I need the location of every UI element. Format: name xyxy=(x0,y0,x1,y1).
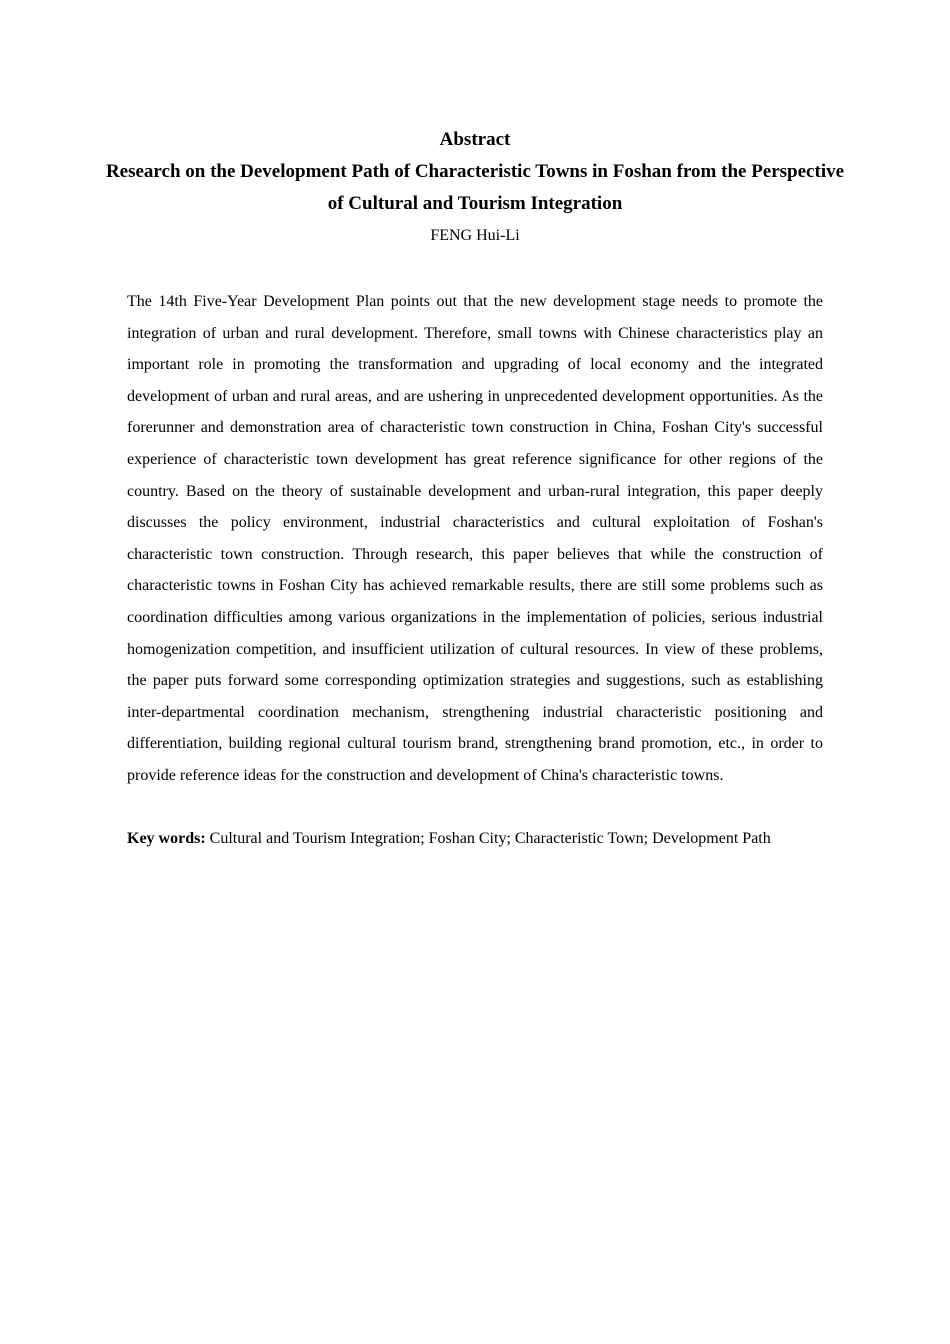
abstract-page xyxy=(105,126,845,854)
abstract-body: The 14th Five-Year Development Plan points out that the new development stage needs to promote the integration of urban and rural development. Therefore, small towns with Chinese characteristics play an important role in promoting the transformation and upgrading of local economy and the integrated development of urban and rural areas, and are ushering in unprecedented development opportunities. As the forerunner and demonstration area of characteristic town construction in China, Foshan City's successful experience of characteristic town development has great reference significance for other regions of the country. Based on the theory of sustainable development and urban-rural integration, this paper deeply discusses the policy environment, industrial characteristics and cultural exploitation of Foshan's characteristic town construction. Through research, this paper believes that while the construction of characteristic towns in Foshan City has achieved remarkable results, there are still some problems such as coordination difficulties among various organizations in the implementation of policies, serious industrial homogenization competition, and insufficient utilization of cultural resources. In view of these problems, the paper puts forward some corresponding optimization strategies and suggestions, such as establishing inter-departmental coordination mechanism, strengthening industrial characteristic positioning and differentiation, building regional cultural tourism brand, strengthening brand promotion, etc., in order to provide reference ideas for the construction and development of China's characteristic towns. xyxy=(127,293,823,784)
author-name: FENG Hui-Li xyxy=(430,227,520,244)
abstract-heading: Abstract xyxy=(439,129,511,150)
keywords-value: Cultural and Tourism Integration; Foshan City; Characteristic Town; Development Path xyxy=(205,829,771,847)
keywords-label: Key words: xyxy=(127,829,206,847)
paper-title: Research on the Development Path of Characteristic Towns in Foshan from the Perspective of Cultural and Tourism Integration xyxy=(105,161,845,214)
keywords-line xyxy=(127,823,823,854)
